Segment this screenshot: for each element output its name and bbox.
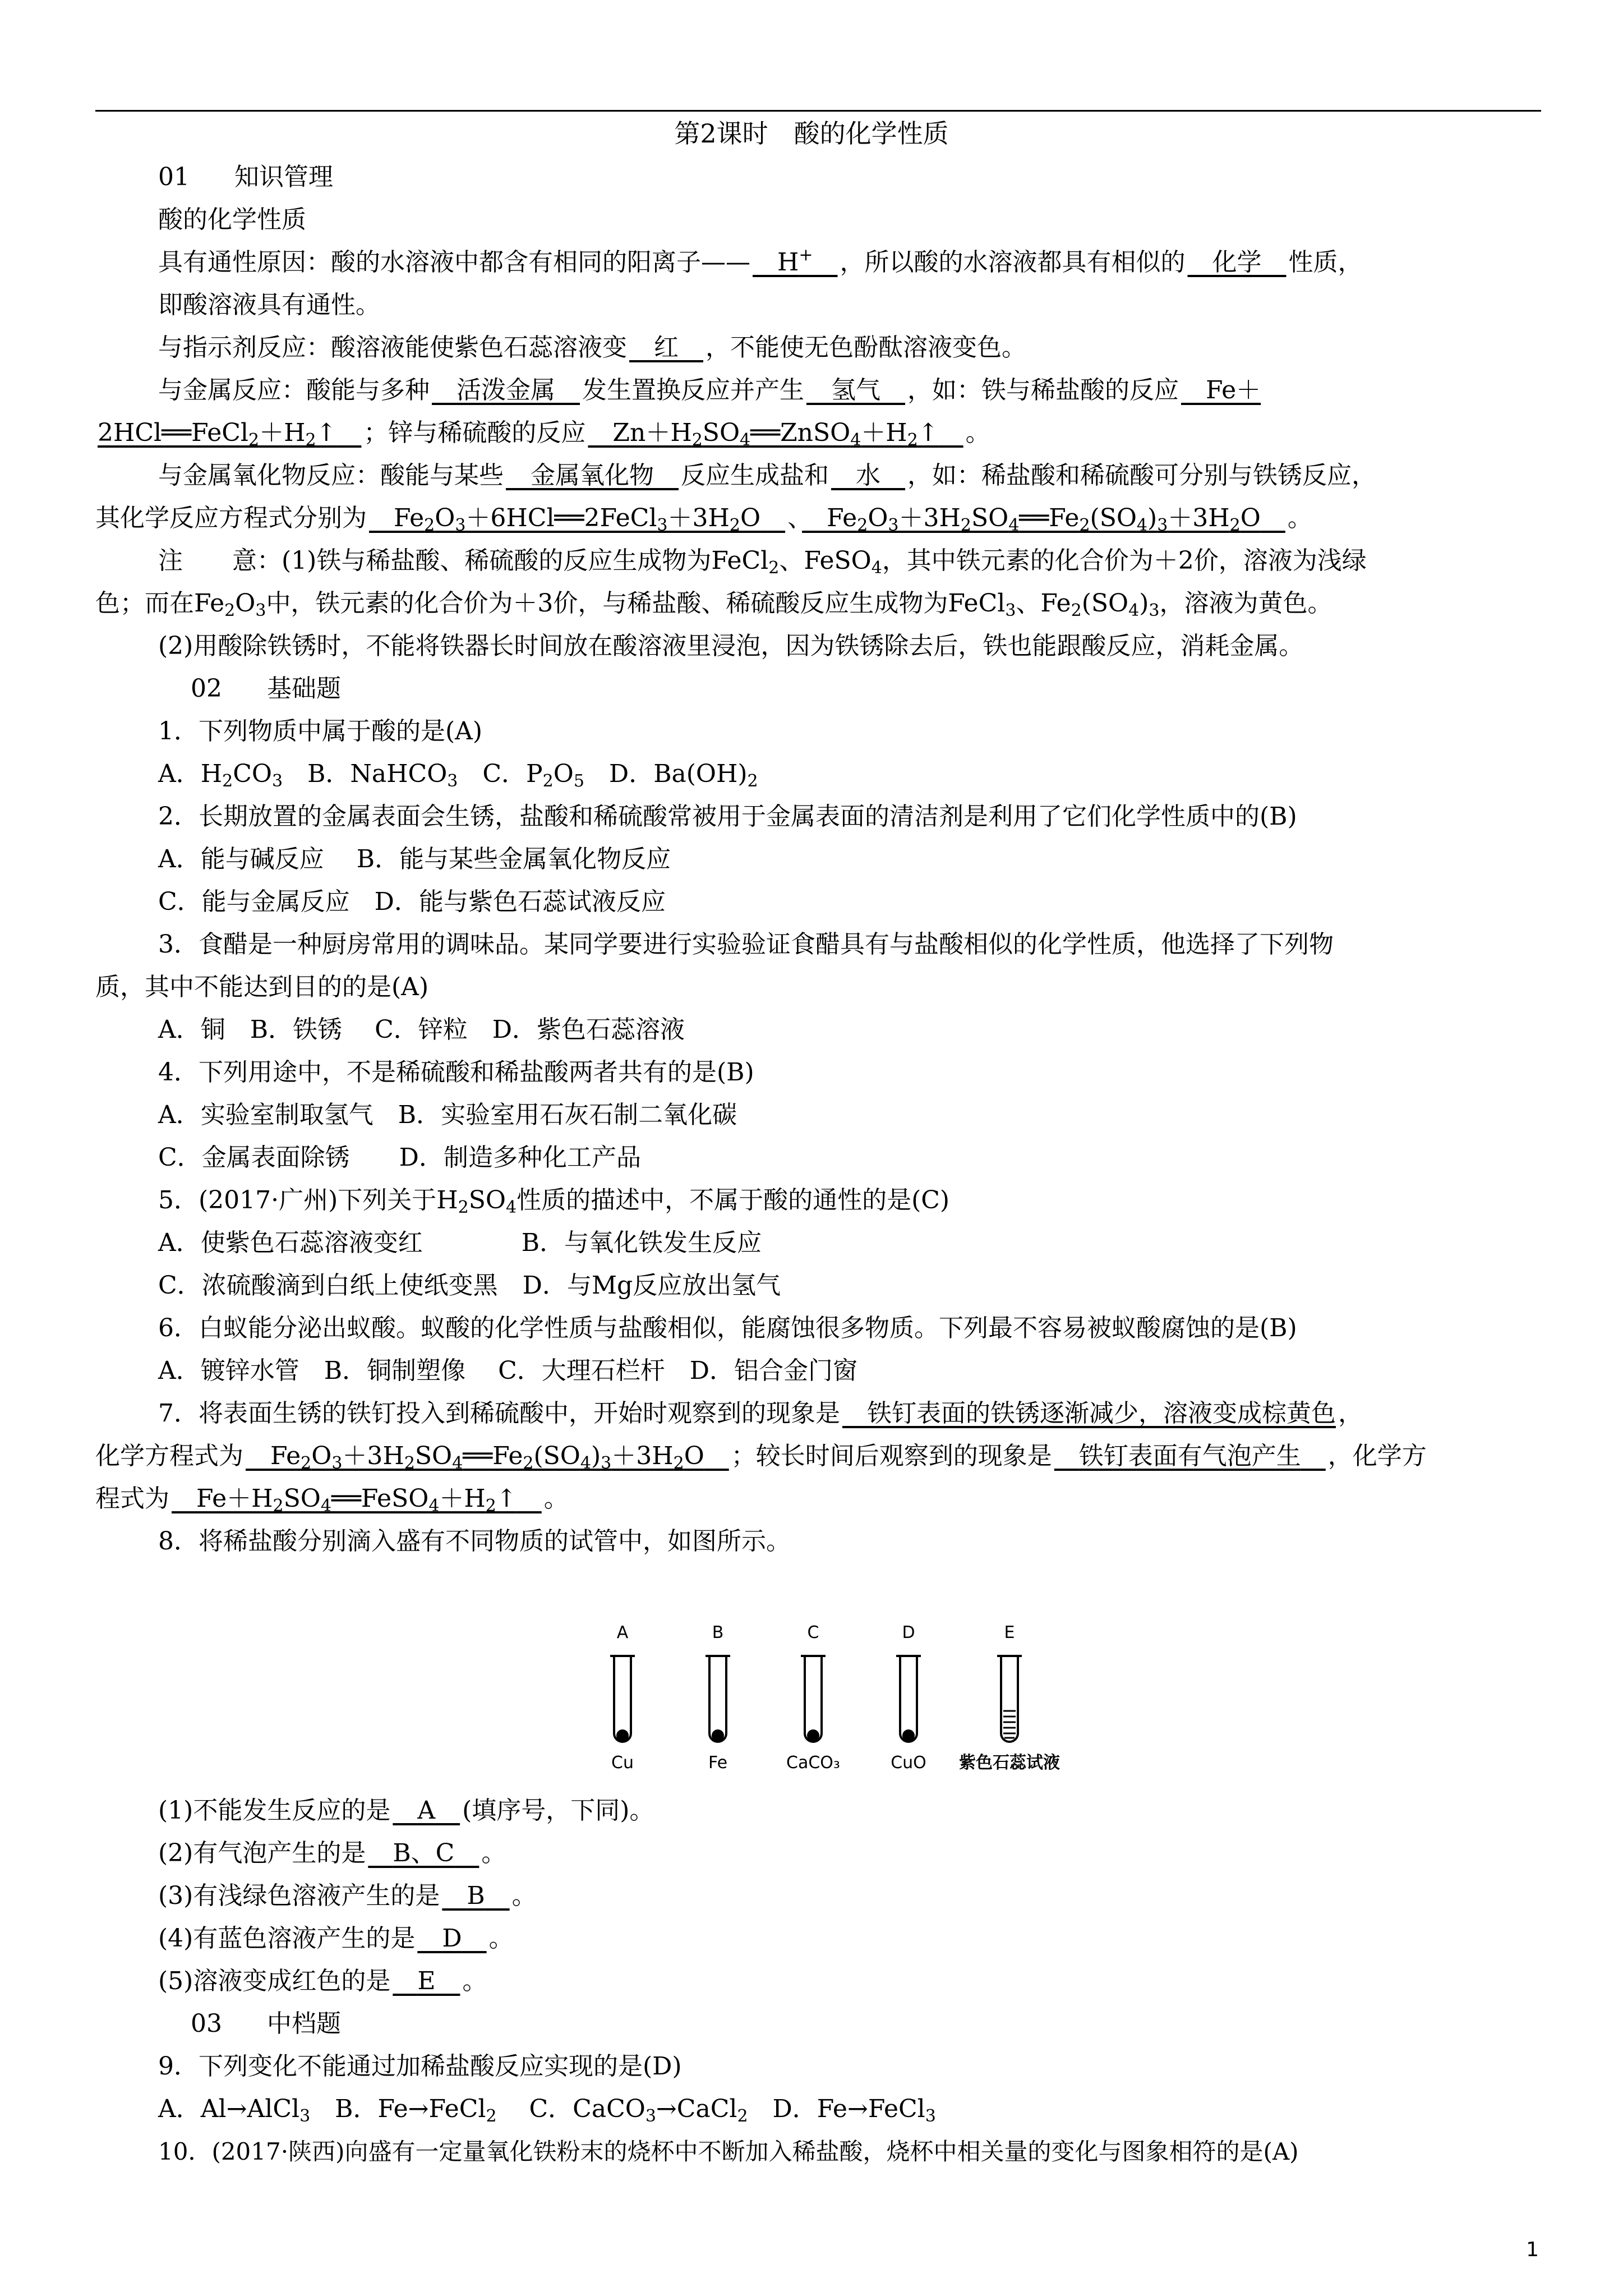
answer-blank: $Fe_2O_3+6HCl══2FeCl_3+3H_2O$ bbox=[394, 504, 761, 535]
question-2-options-1: A．能与碱反应 B．能与某些金属氧化物反应 bbox=[158, 845, 671, 873]
answer-blank: B、C bbox=[393, 1839, 455, 1867]
answer-blank: H+ bbox=[777, 245, 813, 277]
question-10: 10．(2017·陕西)向盛有一定量氧化铁粉末的烧杯中不断加入稀盐酸，烧杯中相关量的变化与图象相符的是(A) bbox=[158, 2138, 1299, 2165]
tube-label: Cu bbox=[611, 1753, 634, 1773]
para-oxide-cont: 其化学反应方程式分别为 $Fe_2O_3+6HCl══2FeCl_3+3H_2O$ 、 $Fe_2O_3+3H_2SO_4══Fe_2(SO_4)_3+3H_2O$ 。 bbox=[95, 504, 1312, 535]
section-number: 01 bbox=[158, 163, 190, 191]
answer-blank: A bbox=[417, 1796, 436, 1825]
solid-sample bbox=[902, 1729, 915, 1742]
answer-blank: 水 bbox=[856, 461, 880, 490]
para-indicator: 与指示剂反应：酸溶液能使紫色石蕊溶液变 红 ，不能使无色酚酞溶液变色。 bbox=[158, 333, 1026, 362]
answer-blank: $Fe+H_2SO_4══FeSO_4+H_2↑$ bbox=[196, 1484, 517, 1516]
answer-blank: 铁钉表面的铁锈逐渐减少，溶液变成棕黄色 bbox=[867, 1399, 1336, 1428]
answer-blank: 活泼金属 bbox=[457, 376, 555, 404]
answer-blank: $Fe_2O_3+3H_2SO_4══Fe_2(SO_4)_3+3H_2O$ bbox=[827, 504, 1261, 535]
question-9-options: A．Al→AlCl$_3$ B．Fe→FeCl$_2$ C．CaCO$_3$→CaCl$_2$ D．Fe→FeCl$_3$ bbox=[158, 2095, 936, 2126]
section-number: 03 bbox=[191, 2009, 222, 2038]
question-1-options: A．$H_2CO_3$ B．NaHCO$_3$ C．$P_2O_5$ D．$Ba(OH)_2$ bbox=[158, 760, 758, 791]
heading: 酸的化学性质 bbox=[158, 205, 306, 234]
tube-c bbox=[786, 1623, 840, 1773]
answer-blank: 化学 bbox=[1212, 248, 1262, 277]
page-number: 1 bbox=[1526, 2238, 1539, 2261]
para-metal-cont: $2HCl══FeCl_2+H_2↑$ ；锌与稀硫酸的反应 $Zn+H_2SO_4══ZnSO_4+H_2↑$ 。 bbox=[95, 416, 990, 450]
tube-label: CaCO₃ bbox=[786, 1753, 840, 1773]
question-1: 1．下列物质中属于酸的是(A) bbox=[158, 717, 483, 746]
question-8-sub-2: (2)有气泡产生的是 B、C 。 bbox=[158, 1839, 506, 1867]
tube-b bbox=[706, 1623, 730, 1773]
tube-label: Fe bbox=[708, 1753, 728, 1773]
tube-letter: D bbox=[902, 1623, 915, 1642]
answer-blank: 氢气 bbox=[831, 376, 880, 404]
question-5-options-2: C．浓硫酸滴到白纸上使纸变黑 D．与Mg反应放出氢气 bbox=[158, 1271, 781, 1300]
answer-blank: B bbox=[467, 1881, 485, 1910]
question-8-sub-1: (1)不能发生反应的是 A (填序号，下同)。 bbox=[158, 1796, 654, 1825]
solid-sample bbox=[616, 1729, 629, 1742]
question-3-cont: 质，其中不能达到目的的是(A) bbox=[95, 973, 429, 1001]
section-basic bbox=[191, 672, 341, 706]
test-tube-figure bbox=[589, 1616, 1094, 1773]
question-8: 8．将稀盐酸分别滴入盛有不同物质的试管中，如图所示。 bbox=[158, 1527, 791, 1556]
solid-sample bbox=[807, 1729, 819, 1742]
question-8-sub-5: (5)溶液变成红色的是 E 。 bbox=[158, 1967, 487, 1995]
question-6: 6．白蚁能分泌出蚁酸。蚁酸的化学性质与盐酸相似，能腐蚀很多物质。下列最不容易被蚁酸腐蚀的是(B) bbox=[158, 1314, 1297, 1342]
question-2: 2．长期放置的金属表面会生锈，盐酸和稀硫酸常被用于金属表面的清洁剂是利用了它们化学性质中的(B) bbox=[158, 802, 1297, 831]
tube-letter: A bbox=[616, 1623, 629, 1642]
answer-blank: $Zn+H_2SO_4══ZnSO_4+H_2↑$ bbox=[612, 418, 939, 450]
question-3-options: A．铜 B．铁锈 C．锌粒 D．紫色石蕊溶液 bbox=[158, 1015, 685, 1044]
para-common-cause-cont: 即酸溶液具有通性。 bbox=[158, 291, 380, 319]
question-4: 4．下列用途中，不是稀硫酸和稀盐酸两者共有的是(B) bbox=[158, 1058, 754, 1087]
section-name: 中档题 bbox=[267, 2009, 341, 2038]
tube-label: CuO bbox=[891, 1753, 926, 1773]
section-name: 知识管理 bbox=[234, 163, 333, 191]
note-2: (2)用酸除铁锈时，不能将铁器长时间放在酸溶液里浸泡，因为铁锈除去后，铁也能跟酸反应，消耗金属。 bbox=[158, 632, 1304, 660]
note-1-cont: 色；而在$Fe_2O_3$中，铁元素的化合价为＋3价，与稀盐酸、稀硫酸反应生成物为FeCl$_3$、$Fe_2(SO_4)_3$，溶液为黄色。 bbox=[95, 589, 1332, 620]
para-oxide: 与金属氧化物反应：酸能与某些 金属氧化物 反应生成盐和 水 ，如：稀盐酸和稀硫酸可分别与铁锈反应， bbox=[158, 461, 1376, 490]
question-8-sub-3: (3)有浅绿色溶液产生的是 B 。 bbox=[158, 1881, 537, 1910]
question-8-sub-4: (4)有蓝色溶液产生的是 D 。 bbox=[158, 1924, 514, 1953]
answer-blank: E bbox=[417, 1967, 436, 1995]
question-3: 3．食醋是一种厨房常用的调味品。某同学要进行实验验证食醋具有与盐酸相似的化学性质，他选择了下列物 bbox=[158, 930, 1334, 959]
answer-blank: D bbox=[442, 1924, 462, 1953]
tube-d bbox=[891, 1623, 926, 1773]
section-knowledge bbox=[158, 160, 333, 194]
question-5: 5．(2017·广州)下列关于$H_2SO_4$性质的描述中，不属于酸的通性的是(C) bbox=[158, 1186, 950, 1217]
tube-e bbox=[959, 1623, 1060, 1773]
question-6-options: A．镀锌水管 B．铜制塑像 C．大理石栏杆 D．铝合金门窗 bbox=[158, 1356, 858, 1385]
question-5-options-1: A．使紫色石蕊溶液变红 B．与氧化铁发生反应 bbox=[158, 1228, 762, 1257]
tube-a bbox=[610, 1623, 635, 1773]
question-7: 7．将表面生锈的铁钉投入到稀硫酸中，开始时观察到的现象是 铁钉表面的铁锈逐渐减少，溶液变成棕黄色， bbox=[158, 1399, 1363, 1428]
tube-letter: C bbox=[807, 1623, 819, 1642]
answer-blank: $Fe_2O_3+3H_2SO_4══Fe_2(SO_4)_3+3H_2O$ bbox=[270, 1442, 704, 1473]
answer-blank: 铁钉表面有气泡产生 bbox=[1078, 1442, 1301, 1470]
para-metal: 与金属反应：酸能与多种 活泼金属 发生置换反应并产生 氢气 ，如：铁与稀盐酸的反应 Fe＋ bbox=[158, 374, 1263, 407]
section-name: 基础题 bbox=[267, 674, 341, 703]
section-intermediate bbox=[191, 2007, 341, 2041]
header-rule bbox=[95, 110, 1541, 112]
tube-letter: B bbox=[712, 1623, 724, 1642]
tube-letter: E bbox=[1004, 1623, 1015, 1642]
question-2-options-2: C．能与金属反应 D．能与紫色石蕊试液反应 bbox=[158, 887, 666, 916]
answer-blank: Fe＋ bbox=[1206, 376, 1261, 404]
question-4-options-1: A．实验室制取氢气 B．实验室用石灰石制二氧化碳 bbox=[158, 1101, 737, 1129]
section-number: 02 bbox=[191, 674, 222, 703]
question-7-cont-2: 程式为 $Fe+H_2SO_4══FeSO_4+H_2↑$ 。 bbox=[95, 1484, 569, 1516]
liquid-lines bbox=[1003, 1711, 1016, 1738]
solid-sample bbox=[712, 1729, 724, 1742]
question-7-cont: 化学方程式为 $Fe_2O_3+3H_2SO_4══Fe_2(SO_4)_3+3H_2O$ ；较长时间后观察到的现象是 铁钉表面有气泡产生 ，化学方 bbox=[95, 1442, 1427, 1473]
answer-blank: 红 bbox=[654, 333, 679, 362]
page-title: 第2课时 酸的化学性质 bbox=[674, 118, 949, 149]
tube-label: 紫色石蕊试液 bbox=[959, 1753, 1060, 1773]
question-4-options-2: C．金属表面除锈 D．制造多种化工产品 bbox=[158, 1143, 641, 1172]
question-9: 9．下列变化不能通过加稀盐酸反应实现的是(D) bbox=[158, 2052, 682, 2081]
answer-blank: 金属氧化物 bbox=[531, 461, 654, 490]
note-1: 注 意：(1)铁与稀盐酸、稀硫酸的反应生成物为FeCl$_2$、FeSO$_4$，其中铁元素的化合价为＋2价，溶液为浅绿 bbox=[158, 546, 1367, 578]
para-common-cause: 具有通性原因：酸的水溶液中都含有相同的阳离子—— H+ ，所以酸的水溶液都具有相似的 化学 性质， bbox=[158, 245, 1363, 277]
answer-blank: $2HCl══FeCl_2+H_2↑$ bbox=[98, 418, 337, 450]
